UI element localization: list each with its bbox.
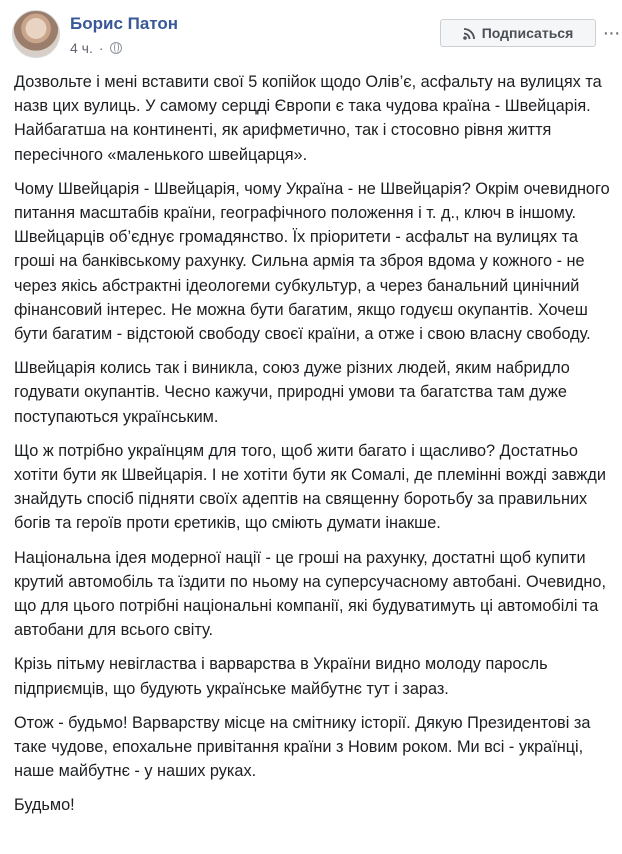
author-name[interactable]: Борис Патон [70, 14, 179, 33]
post-header [12, 10, 620, 60]
rss-icon [463, 27, 476, 40]
more-options-icon[interactable]: ··· [602, 21, 620, 44]
subscribe-label: Подписаться [481, 25, 574, 41]
post-paragraph: Дозвольте і мені вставити свої 5 копійок щодо Олів’є, асфальту на вулицях та назв цих вулиць. У самому серцді Європи є така чудова країна - Швейцарія. Найбагатша на континенті, як арифметично, так і стосовно рівня життя пересічного «маленького швейцарця». [14, 73, 602, 164]
post-paragraph: Крізь пітьму невігластва і варварства в України видно молоду паросль підприємців, що будують українське майбутнє тут і зараз. [14, 655, 548, 698]
post-time[interactable]: 4 ч. [70, 40, 93, 56]
avatar[interactable] [12, 10, 60, 58]
post-paragraph: Що ж потрібно українцям для того, щоб жити багато і щасливо? Достатньо хотіти бути як Швейцарія. І не хотіти бути як Сомалі, де племінні вожді завжди знайдуть спосіб підняти своїх адептів на священну боротьбу за правильних богів та героїв проти єретиків, що сміють думати інакше. [14, 441, 606, 533]
subscribe-button[interactable] [440, 19, 596, 47]
meta-separator: · [98, 40, 104, 56]
post-paragraph: Національна ідея модерної нації - це гроші на рахунку, достатні щоб купити крутий автомобіль та їздити по ньому на суперсучасному автобані. Очевидно, що для цього потрібні національні компанії, які будуватимуть ці автомобілі та автобани для всього світу. [14, 548, 606, 640]
post-body [14, 70, 610, 828]
post-paragraph: Отож - будьмо! Варварству місце на смітнику історії. Дякую Президентові за таке чудове, епохальне привітання країни з Новим роком. Ми всі - українці, наше майбутнє - у наших руках. [14, 713, 591, 781]
post-paragraph: Будьмо! [14, 796, 75, 815]
post-paragraph: Швейцарія колись так і виникла, союз дуже різних людей, яким набридло годувати окупантів. Чесно кажучи, природні умови та багатства там дуже поступаються українським. [14, 359, 570, 426]
post-paragraph: Чому Швейцарія - Швейцарія, чому Україна - не Швейцарія? Окрім очевидного питання масштабів країни, географічного положення і т. д., ключ в іншому. Швейцарців об’єднує громадянство. Їх пріоритети - асфальт на вулицях та гроші на банківському рахунку. Сильна армія та зброя вдома у кожного - не через якісь абстрактні ідеологеми субкультур, а через банальний цинічний фінансовий інтерес. Не можна бути багатим, якщо годуєш окупантів. Хочеш бути багатим - відстоюй свободу своєї країни, а отже і свою власну свободу. [14, 179, 610, 344]
globe-icon[interactable] [110, 42, 122, 54]
post-meta [70, 40, 122, 56]
